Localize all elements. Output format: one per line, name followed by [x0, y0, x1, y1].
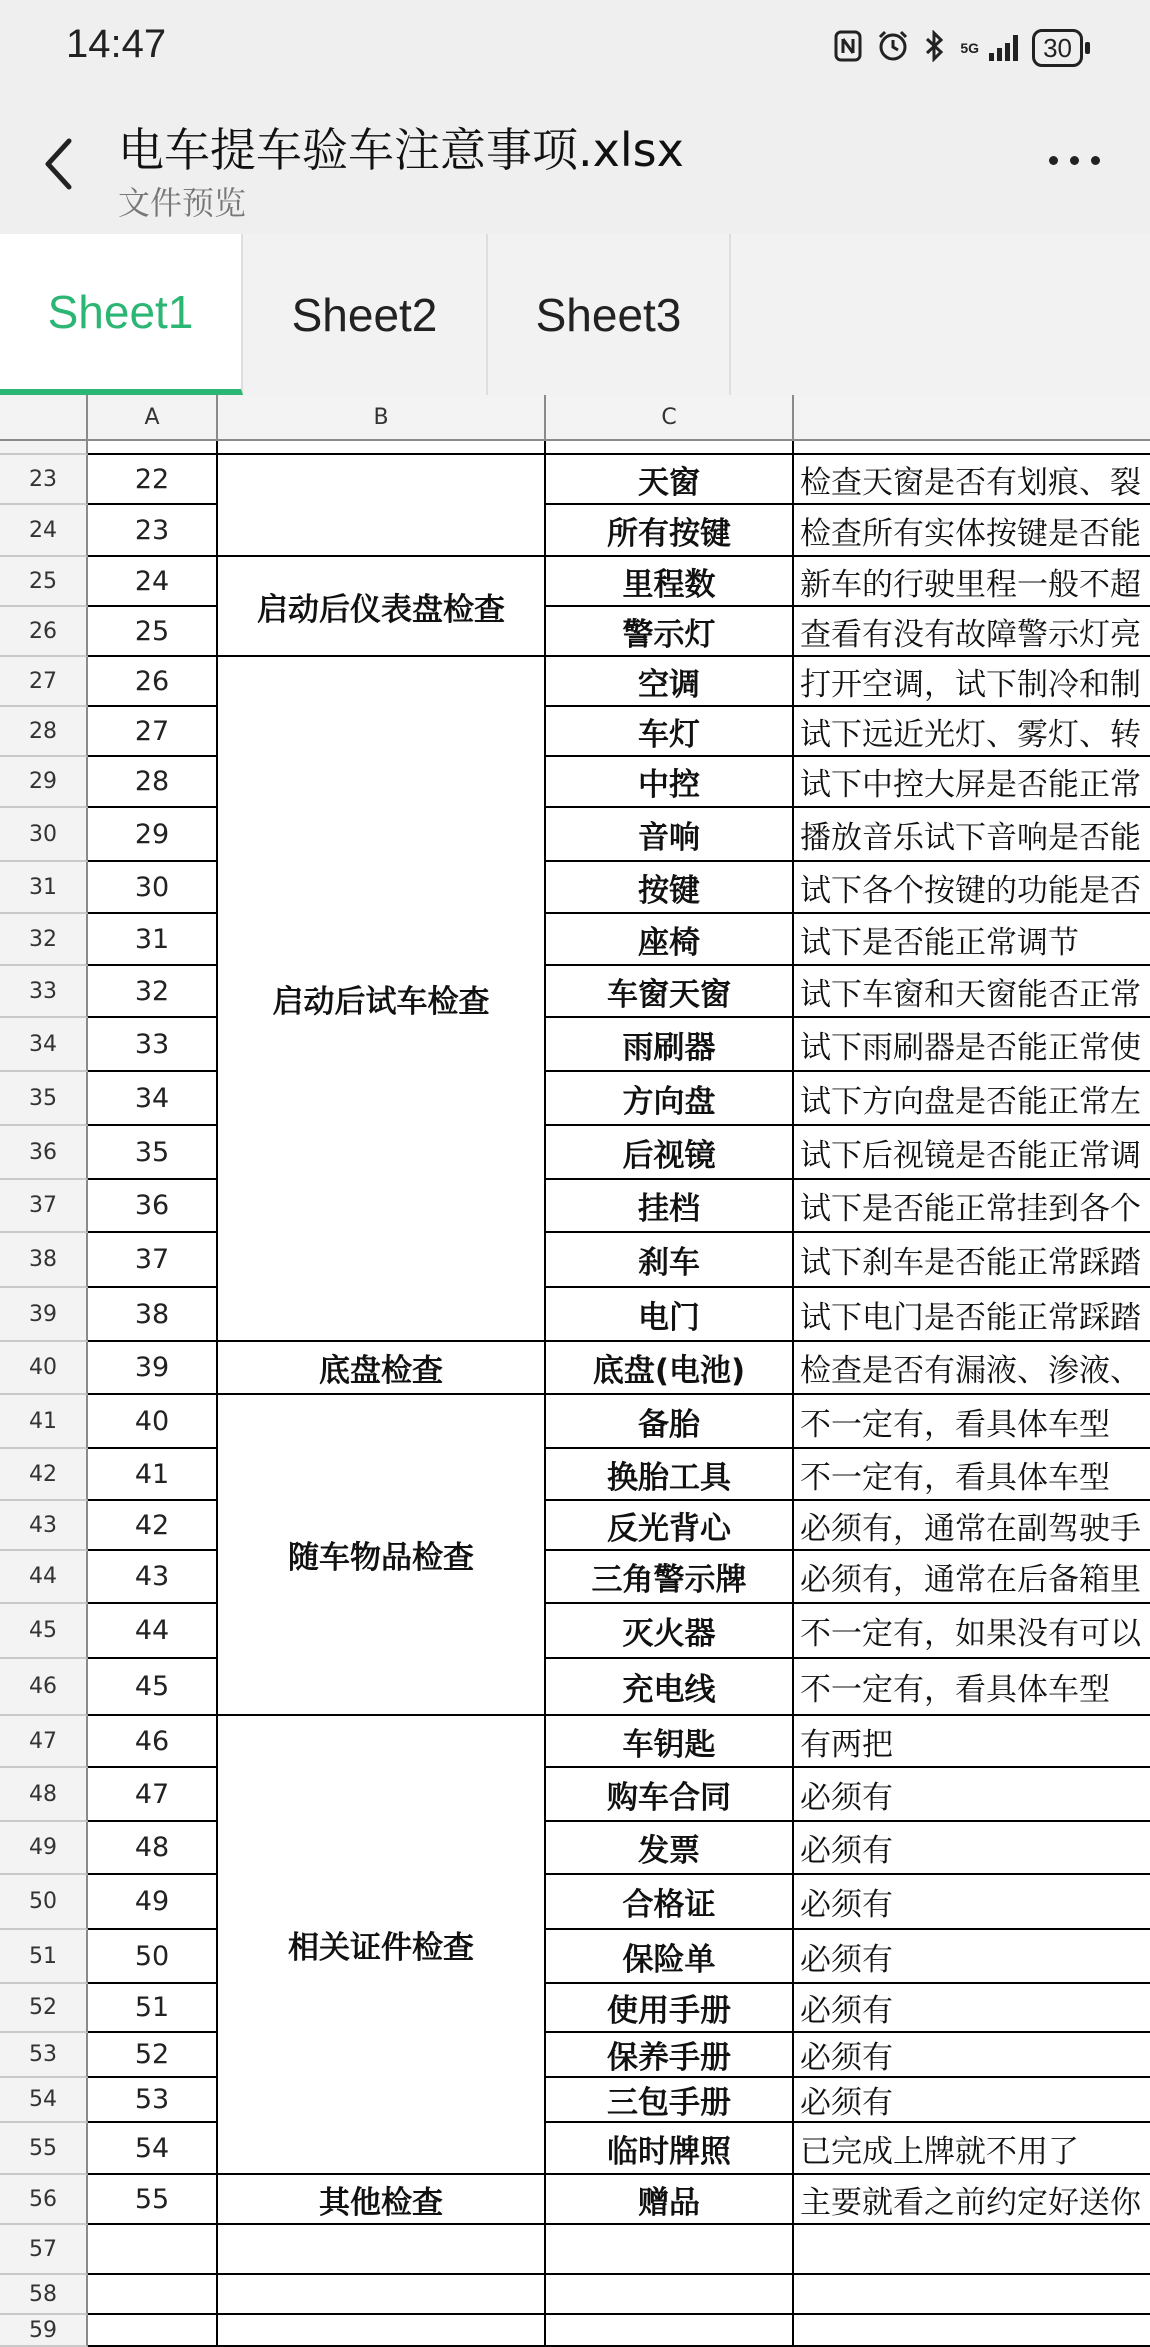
- table-cell-note[interactable]: [794, 2225, 1150, 2275]
- row-number[interactable]: 35: [0, 1072, 88, 1126]
- table-cell-item[interactable]: 备胎: [546, 1395, 794, 1449]
- row-number[interactable]: 36: [0, 1126, 88, 1180]
- table-cell-note[interactable]: [794, 2275, 1150, 2315]
- table-cell-a[interactable]: 54: [88, 2123, 218, 2175]
- row-number[interactable]: 40: [0, 1342, 88, 1395]
- table-cell-item[interactable]: 按键: [546, 862, 794, 914]
- table-cell-item[interactable]: 合格证: [546, 1875, 794, 1930]
- table-cell-item[interactable]: 底盘(电池): [546, 1342, 794, 1395]
- table-cell-a[interactable]: 23: [88, 505, 218, 557]
- table-cell-note[interactable]: 必须有: [794, 2033, 1150, 2078]
- category-cell[interactable]: 启动后仪表盘检查: [218, 557, 546, 657]
- table-cell-note[interactable]: 播放音乐试下音响是否能: [794, 808, 1150, 862]
- more-options-button[interactable]: [1049, 156, 1100, 165]
- status-time: 14:47: [66, 22, 167, 66]
- row-number[interactable]: 27: [0, 657, 88, 707]
- table-cell-item[interactable]: 座椅: [546, 914, 794, 966]
- table-cell-note[interactable]: 必须有: [794, 1984, 1150, 2033]
- table-cell-a[interactable]: 42: [88, 1501, 218, 1551]
- table-cell-note[interactable]: 试下远近光灯、雾灯、转: [794, 707, 1150, 757]
- category-cell[interactable]: 随车物品检查: [218, 1395, 546, 1716]
- table-cell-item[interactable]: 灭火器: [546, 1604, 794, 1659]
- table-cell-item[interactable]: 里程数: [546, 557, 794, 607]
- partial-row-cell: [218, 441, 546, 455]
- table-cell-a[interactable]: 29: [88, 808, 218, 862]
- row-number[interactable]: 31: [0, 862, 88, 914]
- table-cell-a[interactable]: 41: [88, 1449, 218, 1501]
- column-header-b[interactable]: B: [218, 395, 546, 441]
- table-cell-a[interactable]: 43: [88, 1551, 218, 1604]
- table-cell-note[interactable]: 打开空调，试下制冷和制: [794, 657, 1150, 707]
- category-cell[interactable]: 底盘检查: [218, 1342, 546, 1395]
- table-cell-a[interactable]: 52: [88, 2033, 218, 2078]
- row-number[interactable]: 41: [0, 1395, 88, 1449]
- table-cell-item[interactable]: 保养手册: [546, 2033, 794, 2078]
- row-number[interactable]: 51: [0, 1930, 88, 1984]
- table-cell-a[interactable]: 36: [88, 1180, 218, 1233]
- table-cell-a[interactable]: 39: [88, 1342, 218, 1395]
- table-cell-note[interactable]: 已完成上牌就不用了: [794, 2123, 1150, 2175]
- table-cell-a[interactable]: 24: [88, 557, 218, 607]
- sheet-tabs: [0, 234, 1150, 395]
- table-cell-note[interactable]: 必须有: [794, 2078, 1150, 2123]
- table-cell-note[interactable]: 必须有: [794, 1768, 1150, 1822]
- table-cell-item[interactable]: 车窗天窗: [546, 966, 794, 1018]
- table-cell-note[interactable]: 试下各个按键的功能是否: [794, 862, 1150, 914]
- table-cell-note[interactable]: 试下是否能正常挂到各个: [794, 1180, 1150, 1233]
- chevron-left-icon: [43, 137, 73, 191]
- table-cell-a[interactable]: 46: [88, 1716, 218, 1768]
- app-header: [0, 0, 1150, 234]
- column-header-d[interactable]: [794, 395, 1150, 441]
- table-cell-a[interactable]: 33: [88, 1018, 218, 1072]
- row-number[interactable]: 59: [0, 2315, 88, 2347]
- row-number[interactable]: 42: [0, 1449, 88, 1501]
- signal-icon: [989, 35, 1018, 61]
- table-cell-note[interactable]: 试下车窗和天窗能否正常: [794, 966, 1150, 1018]
- table-cell-note[interactable]: 不一定有，如果没有可以: [794, 1604, 1150, 1659]
- back-button[interactable]: [34, 128, 82, 200]
- row-number[interactable]: 25: [0, 557, 88, 607]
- table-cell-note[interactable]: 检查天窗是否有划痕、裂: [794, 455, 1150, 505]
- row-number[interactable]: 54: [0, 2078, 88, 2123]
- table-cell-a[interactable]: 40: [88, 1395, 218, 1449]
- table-cell-note[interactable]: 不一定有，看具体车型: [794, 1395, 1150, 1449]
- row-number[interactable]: 24: [0, 505, 88, 557]
- table-cell-a[interactable]: [88, 2225, 218, 2275]
- row-number[interactable]: 56: [0, 2175, 88, 2225]
- network-type: 5G: [960, 40, 980, 56]
- category-cell[interactable]: [218, 2315, 546, 2347]
- table-cell-item[interactable]: [546, 2315, 794, 2347]
- battery-icon: [1032, 29, 1090, 67]
- row-number[interactable]: 26: [0, 607, 88, 657]
- table-cell-note[interactable]: 不一定有，看具体车型: [794, 1659, 1150, 1716]
- tab-sheet3[interactable]: Sheet3: [488, 234, 731, 395]
- file-title: 电车提车验车注意事项.xlsx: [118, 123, 684, 177]
- battery-level: 30: [1032, 29, 1083, 67]
- table-cell-note[interactable]: 必须有，通常在副驾驶手: [794, 1501, 1150, 1551]
- table-cell-item[interactable]: 所有按键: [546, 505, 794, 557]
- table-cell-note[interactable]: 查看有没有故障警示灯亮: [794, 607, 1150, 657]
- row-number[interactable]: 48: [0, 1768, 88, 1822]
- table-cell-a[interactable]: 38: [88, 1288, 218, 1342]
- table-cell-item[interactable]: 发票: [546, 1822, 794, 1875]
- table-cell-note[interactable]: 必须有: [794, 1875, 1150, 1930]
- table-cell-item[interactable]: 保险单: [546, 1930, 794, 1984]
- category-cell[interactable]: [218, 2225, 546, 2275]
- table-cell-item[interactable]: 天窗: [546, 455, 794, 505]
- table-cell-note[interactable]: 试下方向盘是否能正常左: [794, 1072, 1150, 1126]
- alarm-icon: [876, 29, 910, 68]
- table-cell-a[interactable]: 35: [88, 1126, 218, 1180]
- table-cell-a[interactable]: 31: [88, 914, 218, 966]
- table-cell-item[interactable]: 空调: [546, 657, 794, 707]
- table-cell-item[interactable]: 刹车: [546, 1233, 794, 1288]
- file-subtitle: 文件预览: [118, 184, 247, 222]
- table-cell-a[interactable]: 55: [88, 2175, 218, 2225]
- table-cell-note[interactable]: 新车的行驶里程一般不超: [794, 557, 1150, 607]
- table-cell-item[interactable]: 警示灯: [546, 607, 794, 657]
- table-cell-item[interactable]: 充电线: [546, 1659, 794, 1716]
- partial-row-cell: [0, 441, 88, 455]
- tab-sheet1[interactable]: Sheet1: [0, 234, 243, 395]
- row-number[interactable]: 39: [0, 1288, 88, 1342]
- table-cell-note[interactable]: 必须有: [794, 1930, 1150, 1984]
- table-cell-item[interactable]: 购车合同: [546, 1768, 794, 1822]
- table-cell-item[interactable]: 挂档: [546, 1180, 794, 1233]
- table-cell-item[interactable]: [546, 2225, 794, 2275]
- table-cell-item[interactable]: 车钥匙: [546, 1716, 794, 1768]
- table-cell-note[interactable]: 必须有: [794, 1822, 1150, 1875]
- table-cell-a[interactable]: 49: [88, 1875, 218, 1930]
- table-cell-note[interactable]: 试下刹车是否能正常踩踏: [794, 1233, 1150, 1288]
- table-cell-item[interactable]: 电门: [546, 1288, 794, 1342]
- table-cell-a[interactable]: 51: [88, 1984, 218, 2033]
- table-cell-item[interactable]: 雨刷器: [546, 1018, 794, 1072]
- table-cell-note[interactable]: [794, 2315, 1150, 2347]
- partial-row-cell: [546, 441, 794, 455]
- row-number[interactable]: 46: [0, 1659, 88, 1716]
- row-number[interactable]: 33: [0, 966, 88, 1018]
- table-cell-a[interactable]: 30: [88, 862, 218, 914]
- table-cell-a[interactable]: 26: [88, 657, 218, 707]
- table-cell-a[interactable]: 37: [88, 1233, 218, 1288]
- row-number[interactable]: 34: [0, 1018, 88, 1072]
- table-cell-a[interactable]: 47: [88, 1768, 218, 1822]
- table-cell-a[interactable]: 28: [88, 757, 218, 808]
- table-cell-item[interactable]: 三角警示牌: [546, 1551, 794, 1604]
- nfc-icon: [834, 30, 862, 67]
- more-dot-icon: [1049, 156, 1058, 165]
- status-icons: [834, 22, 1090, 74]
- partial-row-cell: [88, 441, 218, 455]
- category-cell[interactable]: 其他检查: [218, 2175, 546, 2225]
- table-cell-item[interactable]: 中控: [546, 757, 794, 808]
- category-cell[interactable]: 启动后试车检查: [218, 657, 546, 1342]
- table-cell-a[interactable]: [88, 2275, 218, 2315]
- row-number[interactable]: 47: [0, 1716, 88, 1768]
- row-number[interactable]: 50: [0, 1875, 88, 1930]
- corner-cell[interactable]: [0, 395, 88, 441]
- table-cell-item[interactable]: 音响: [546, 808, 794, 862]
- column-header-a[interactable]: A: [88, 395, 218, 441]
- table-cell-note[interactable]: 必须有，通常在后备箱里: [794, 1551, 1150, 1604]
- more-dot-icon: [1091, 156, 1100, 165]
- table-cell-note[interactable]: 试下中控大屏是否能正常: [794, 757, 1150, 808]
- table-cell-a[interactable]: 45: [88, 1659, 218, 1716]
- row-number[interactable]: 52: [0, 1984, 88, 2033]
- table-cell-note[interactable]: 试下后视镜是否能正常调: [794, 1126, 1150, 1180]
- table-cell-a[interactable]: 50: [88, 1930, 218, 1984]
- category-cell[interactable]: [218, 455, 546, 557]
- table-cell-note[interactable]: 试下电门是否能正常踩踏: [794, 1288, 1150, 1342]
- bluetooth-icon: [924, 30, 946, 67]
- column-header-c[interactable]: C: [546, 395, 794, 441]
- table-cell-note[interactable]: 主要就看之前约定好送你: [794, 2175, 1150, 2225]
- row-number[interactable]: 38: [0, 1233, 88, 1288]
- row-number[interactable]: 43: [0, 1501, 88, 1551]
- table-cell-item[interactable]: 临时牌照: [546, 2123, 794, 2175]
- table-cell-note[interactable]: 试下雨刷器是否能正常使: [794, 1018, 1150, 1072]
- table-cell-a[interactable]: 48: [88, 1822, 218, 1875]
- table-cell-note[interactable]: 有两把: [794, 1716, 1150, 1768]
- table-cell-item[interactable]: 方向盘: [546, 1072, 794, 1126]
- table-cell-item[interactable]: 使用手册: [546, 1984, 794, 2033]
- row-number[interactable]: 23: [0, 455, 88, 505]
- row-number[interactable]: 32: [0, 914, 88, 966]
- row-number[interactable]: 58: [0, 2275, 88, 2315]
- table-cell-a[interactable]: 32: [88, 966, 218, 1018]
- row-number[interactable]: 53: [0, 2033, 88, 2078]
- category-cell[interactable]: [218, 2275, 546, 2315]
- table-cell-note[interactable]: 不一定有，看具体车型: [794, 1449, 1150, 1501]
- row-number[interactable]: 37: [0, 1180, 88, 1233]
- more-dot-icon: [1070, 156, 1079, 165]
- table-cell-note[interactable]: 试下是否能正常调节: [794, 914, 1150, 966]
- table-cell-a[interactable]: 53: [88, 2078, 218, 2123]
- tab-sheet2[interactable]: Sheet2: [243, 234, 488, 395]
- row-number[interactable]: 44: [0, 1551, 88, 1604]
- category-cell[interactable]: 相关证件检查: [218, 1716, 546, 2175]
- spreadsheet-grid[interactable]: [0, 395, 1150, 2347]
- table-cell-item[interactable]: 换胎工具: [546, 1449, 794, 1501]
- row-number[interactable]: 57: [0, 2225, 88, 2275]
- table-cell-item[interactable]: 反光背心: [546, 1501, 794, 1551]
- table-cell-item[interactable]: [546, 2275, 794, 2315]
- table-cell-a[interactable]: 44: [88, 1604, 218, 1659]
- table-cell-note[interactable]: 检查是否有漏液、渗液、: [794, 1342, 1150, 1395]
- row-number[interactable]: 29: [0, 757, 88, 808]
- table-cell-a[interactable]: 22: [88, 455, 218, 505]
- table-cell-item[interactable]: 赠品: [546, 2175, 794, 2225]
- table-cell-item[interactable]: 车灯: [546, 707, 794, 757]
- row-number[interactable]: 28: [0, 707, 88, 757]
- table-cell-note[interactable]: 检查所有实体按键是否能: [794, 505, 1150, 557]
- table-cell-a[interactable]: [88, 2315, 218, 2347]
- table-cell-item[interactable]: 后视镜: [546, 1126, 794, 1180]
- row-number[interactable]: 30: [0, 808, 88, 862]
- table-cell-a[interactable]: 25: [88, 607, 218, 657]
- row-number[interactable]: 49: [0, 1822, 88, 1875]
- row-number[interactable]: 45: [0, 1604, 88, 1659]
- partial-row-cell: [794, 441, 1150, 455]
- table-cell-item[interactable]: 三包手册: [546, 2078, 794, 2123]
- row-number[interactable]: 55: [0, 2123, 88, 2175]
- table-cell-a[interactable]: 34: [88, 1072, 218, 1126]
- table-cell-a[interactable]: 27: [88, 707, 218, 757]
